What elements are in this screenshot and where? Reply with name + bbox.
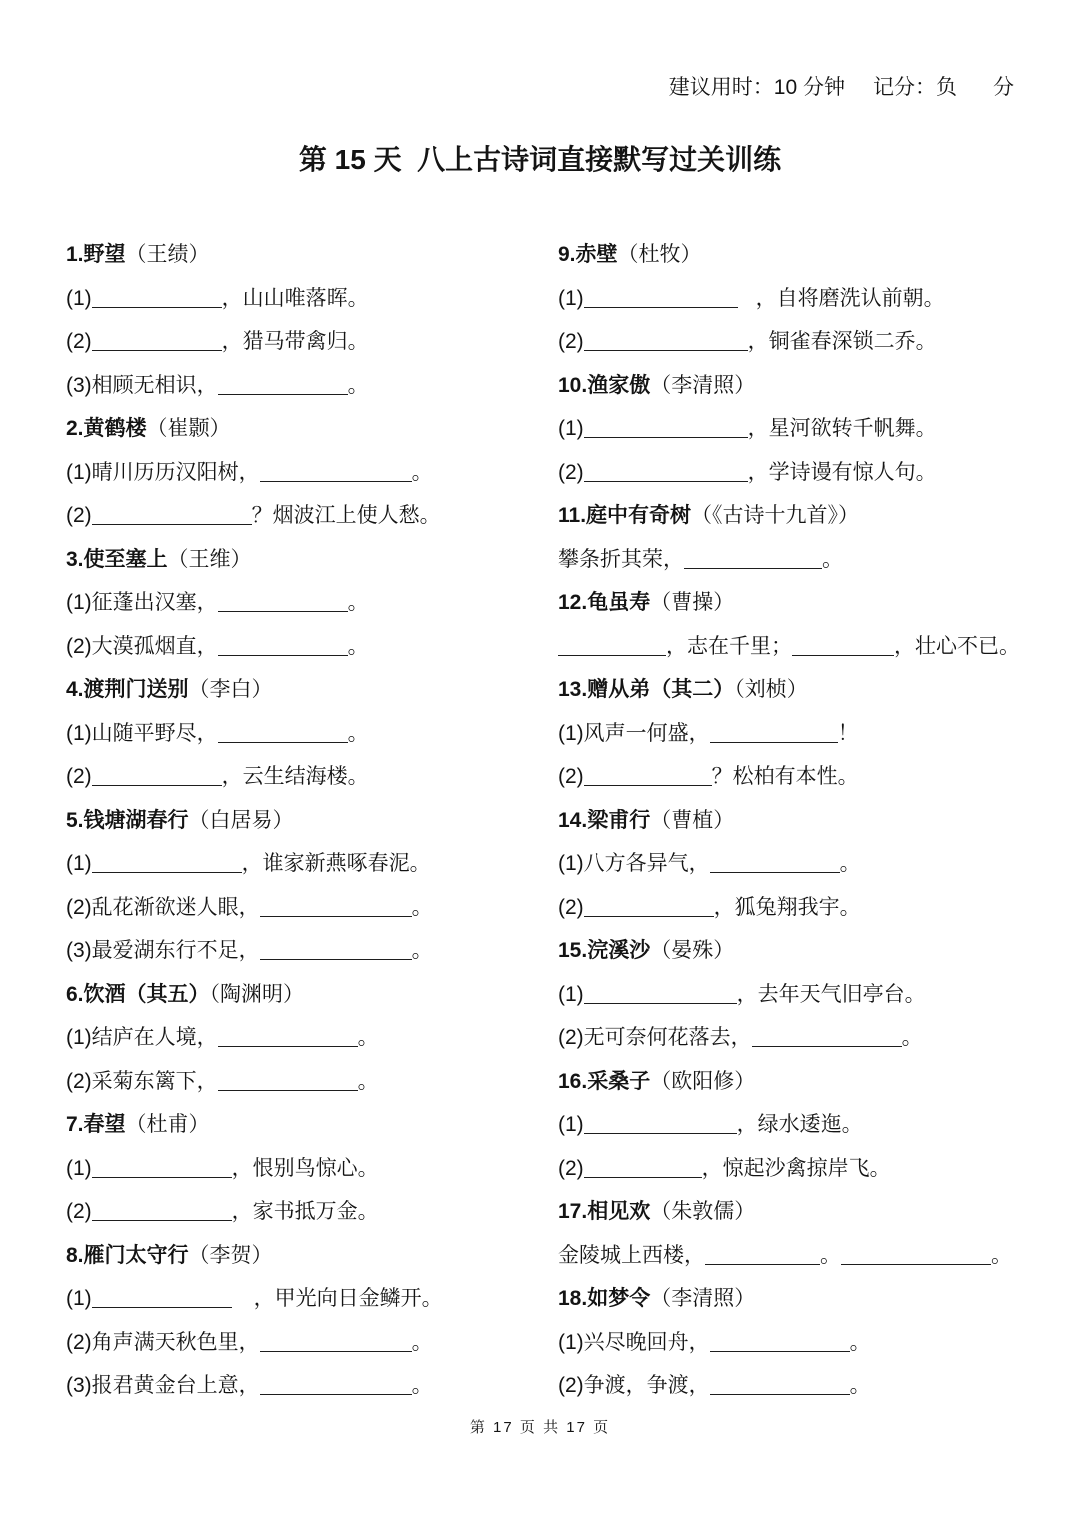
line-text-after: ，铜雀春深锁二乔。 bbox=[747, 330, 937, 353]
line-text-after: ，狐兔翔我宇。 bbox=[713, 895, 861, 919]
poem-title: 2.黄鹤楼 bbox=[66, 417, 147, 440]
recitation-line bbox=[66, 625, 546, 669]
line-text-before: 兴尽晚回舟， bbox=[583, 1330, 710, 1354]
recitation-line bbox=[558, 886, 1058, 930]
recitation-line bbox=[558, 1364, 1058, 1408]
line-text-after: 。 bbox=[849, 1330, 871, 1354]
suggested-time: 建议用时：10 分钟 bbox=[668, 76, 845, 99]
line-label: (1) bbox=[66, 591, 92, 614]
answer-blank bbox=[584, 1176, 702, 1178]
line-label: (3) bbox=[66, 1374, 92, 1397]
line-label: (1) bbox=[66, 1156, 92, 1180]
line-text-before: 风声一何盛， bbox=[583, 721, 710, 745]
line-label: (1) bbox=[558, 1330, 584, 1354]
line-text-before: 山随平野尽， bbox=[91, 721, 218, 745]
line-label: (3) bbox=[66, 939, 92, 962]
line-text-after: ，自将磨洗认前朝。 bbox=[755, 286, 945, 310]
recitation-line bbox=[66, 842, 546, 886]
recitation-line bbox=[558, 277, 1058, 321]
line-text-after: 。 bbox=[839, 852, 861, 875]
poem-heading bbox=[558, 233, 1058, 277]
answer-blank bbox=[792, 654, 894, 656]
recitation-line bbox=[66, 755, 546, 799]
poem-author: （李清照） bbox=[650, 373, 756, 397]
right-column bbox=[558, 233, 1058, 1408]
line-label: (1) bbox=[558, 417, 584, 440]
poem-title: 9.赤壁 bbox=[558, 243, 618, 266]
line-text-after: ，云生结海楼。 bbox=[221, 765, 369, 788]
poem-title: 18.如梦令 bbox=[558, 1287, 651, 1310]
line-text-after: 。 bbox=[411, 895, 433, 919]
poem-author: （杜牧） bbox=[617, 243, 702, 266]
line-text-before: 乱花渐欲迷人眼， bbox=[91, 895, 260, 919]
answer-blank bbox=[584, 1002, 737, 1004]
poem-author: （陶渊明） bbox=[209, 982, 305, 1006]
answer-blank bbox=[710, 741, 838, 743]
line-label: (2) bbox=[66, 895, 92, 919]
line-label: (1) bbox=[558, 852, 584, 875]
line-label: (1) bbox=[558, 1113, 584, 1136]
line-text-after: ，星河欲转千帆舞。 bbox=[747, 417, 937, 440]
poem-title: 13.赠从弟（其二） bbox=[558, 678, 735, 701]
line-label: (2) bbox=[66, 634, 92, 658]
line-text-after: 。 bbox=[901, 1026, 923, 1049]
poem-title: 10.渔家傲 bbox=[558, 373, 651, 397]
answer-blank bbox=[584, 784, 712, 786]
line-text-before: 大漠孤烟直， bbox=[91, 634, 218, 658]
recitation-line bbox=[66, 494, 546, 538]
poem-author: （朱敦儒） bbox=[650, 1200, 756, 1223]
recitation-line bbox=[66, 1016, 546, 1060]
poem-heading bbox=[558, 1060, 1058, 1104]
line-text-middle: ，志在千里； bbox=[666, 634, 792, 658]
line-text-after: ，恨别鸟惊心。 bbox=[231, 1156, 379, 1180]
recitation-line bbox=[558, 755, 1058, 799]
line-text-after: 。 bbox=[357, 1069, 379, 1093]
line-text-after: 。 bbox=[411, 460, 433, 484]
line-label: (2) bbox=[66, 1330, 92, 1354]
line-text-after: ，绿水逶迤。 bbox=[736, 1113, 863, 1136]
poem-heading bbox=[558, 364, 1058, 408]
line-text-after: ，壮心不已。 bbox=[894, 634, 1020, 658]
line-text-before: 最爱湖东行不足， bbox=[91, 939, 260, 962]
poem-heading bbox=[558, 929, 1058, 973]
score-label: 记分：负 bbox=[873, 76, 957, 99]
answer-blank bbox=[584, 436, 748, 438]
poem-author: （《古诗十九首》） bbox=[691, 504, 860, 527]
line-text-before: 角声满天秋色里， bbox=[91, 1330, 260, 1354]
poem-heading bbox=[558, 1277, 1058, 1321]
recitation-line bbox=[66, 1277, 546, 1321]
line-text-after: 。 bbox=[347, 373, 369, 397]
answer-blank bbox=[260, 1350, 412, 1352]
answer-blank bbox=[218, 654, 348, 656]
recitation-line bbox=[558, 842, 1058, 886]
line-text-after: 。 bbox=[411, 1330, 433, 1354]
left-column bbox=[66, 233, 546, 1408]
line-text-after: 。 bbox=[822, 547, 843, 571]
answer-blank bbox=[260, 915, 412, 917]
answer-blank bbox=[684, 567, 822, 569]
recitation-line bbox=[66, 712, 546, 756]
poem-heading bbox=[558, 581, 1058, 625]
answer-blank bbox=[260, 958, 412, 960]
answer-blank bbox=[218, 1045, 358, 1047]
line-text-after: 。 bbox=[411, 1374, 433, 1397]
recitation-line bbox=[66, 1190, 546, 1234]
recitation-line bbox=[558, 712, 1058, 756]
answer-blank bbox=[92, 349, 222, 351]
answer-blank bbox=[584, 915, 714, 917]
line-text-before: 无可奈何花落去， bbox=[583, 1026, 752, 1049]
recitation-line bbox=[66, 1060, 546, 1104]
answer-blank bbox=[218, 610, 348, 612]
poem-title: 1.野望 bbox=[66, 243, 126, 266]
poem-author: （李白） bbox=[188, 678, 273, 701]
answer-blank bbox=[584, 349, 748, 351]
recitation-line bbox=[558, 1321, 1058, 1365]
poem-author: （杜甫） bbox=[125, 1113, 210, 1136]
answer-blank bbox=[92, 306, 222, 308]
line-label: (1) bbox=[66, 721, 92, 745]
line-text-before: 报君黄金台上意， bbox=[91, 1374, 260, 1397]
poem-author: （李清照） bbox=[650, 1287, 756, 1310]
answer-blank bbox=[710, 1350, 850, 1352]
line-label: (1) bbox=[66, 1287, 92, 1310]
answer-blank bbox=[92, 784, 222, 786]
poem-author: （欧阳修） bbox=[650, 1069, 756, 1093]
answer-blank bbox=[584, 480, 748, 482]
poem-heading bbox=[66, 973, 546, 1017]
poem-heading bbox=[66, 538, 546, 582]
poem-title: 11.庭中有奇树 bbox=[558, 504, 692, 527]
answer-blank bbox=[260, 1393, 412, 1395]
poem-title: 17.相见欢 bbox=[558, 1200, 651, 1223]
poem-title: 8.雁门太守行 bbox=[66, 1243, 189, 1267]
line-text-middle: 。 bbox=[820, 1243, 841, 1267]
poem-heading bbox=[558, 1190, 1058, 1234]
recitation-line bbox=[558, 320, 1058, 364]
recitation-line bbox=[66, 929, 546, 973]
line-label: (2) bbox=[558, 1026, 584, 1049]
line-text-after: 。 bbox=[849, 1374, 871, 1397]
poem-title: 4.渡荆门送别 bbox=[66, 678, 189, 701]
line-label: (1) bbox=[66, 1026, 92, 1049]
line-label: (2) bbox=[66, 1069, 92, 1093]
line-text-after: ！ bbox=[837, 721, 859, 745]
poem-heading bbox=[558, 668, 1058, 712]
recitation-line bbox=[558, 1016, 1058, 1060]
poem-title: 14.梁甫行 bbox=[558, 808, 651, 832]
poem-author: （曹操） bbox=[650, 591, 735, 614]
answer-blank bbox=[710, 871, 840, 873]
answer-blank bbox=[92, 1176, 232, 1178]
recitation-line bbox=[66, 364, 546, 408]
answer-blank bbox=[558, 654, 666, 656]
poem-heading bbox=[66, 1103, 546, 1147]
recitation-line bbox=[66, 1147, 546, 1191]
recitation-line bbox=[66, 451, 546, 495]
poem-author: （刘桢） bbox=[734, 678, 808, 701]
recitation-line bbox=[558, 538, 1058, 582]
line-text-after: 。 bbox=[347, 721, 369, 745]
line-text-before: 八方各异气， bbox=[583, 852, 710, 875]
line-label: (2) bbox=[66, 330, 92, 353]
line-label: (1) bbox=[558, 721, 584, 745]
line-text-after: ，猎马带禽归。 bbox=[221, 330, 369, 353]
page-title: 第 15 天 八上古诗词直接默写过关训练 bbox=[298, 144, 782, 175]
poem-author: （王维） bbox=[167, 547, 252, 571]
answer-blank bbox=[218, 393, 348, 395]
recitation-line bbox=[66, 581, 546, 625]
recitation-line bbox=[558, 1103, 1058, 1147]
line-text-after: 。 bbox=[991, 1243, 1012, 1267]
poem-author: （白居易） bbox=[188, 808, 294, 832]
poem-author: （曹植） bbox=[650, 808, 735, 832]
answer-blank bbox=[92, 523, 252, 525]
header-info bbox=[669, 74, 1014, 102]
line-label: (2) bbox=[558, 460, 584, 484]
line-text-after: 。 bbox=[347, 591, 369, 614]
line-label: (2) bbox=[66, 765, 92, 788]
answer-blank bbox=[584, 306, 738, 308]
line-label: (2) bbox=[66, 1200, 92, 1223]
recitation-line bbox=[66, 1364, 546, 1408]
line-text-after: 。 bbox=[347, 634, 369, 658]
line-label: (2) bbox=[558, 1156, 584, 1180]
answer-blank bbox=[92, 1219, 232, 1221]
line-label: (2) bbox=[558, 765, 584, 788]
poem-author: （晏殊） bbox=[650, 939, 735, 962]
poem-title: 6.饮酒（其五） bbox=[66, 982, 210, 1006]
line-label: (2) bbox=[66, 504, 92, 527]
answer-blank bbox=[705, 1263, 820, 1265]
line-text-before: 晴川历历汉阳树， bbox=[91, 460, 260, 484]
poem-heading bbox=[66, 1234, 546, 1278]
recitation-line bbox=[558, 1234, 1058, 1278]
line-label: (1) bbox=[66, 286, 92, 310]
poem-author: （李贺） bbox=[188, 1243, 273, 1267]
line-text-before: 金陵城上西楼， bbox=[558, 1243, 705, 1267]
line-text-after: ？烟波江上使人愁。 bbox=[251, 504, 441, 527]
answer-blank bbox=[584, 1132, 737, 1134]
poem-heading bbox=[558, 494, 1058, 538]
line-text-before: 攀条折其荣， bbox=[558, 547, 684, 571]
poem-title: 5.钱塘湖春行 bbox=[66, 808, 189, 832]
poem-title: 3.使至塞上 bbox=[66, 547, 168, 571]
line-text-after: ，谁家新燕啄春泥。 bbox=[241, 852, 431, 875]
recitation-line bbox=[558, 451, 1058, 495]
score-unit: 分 bbox=[993, 76, 1014, 99]
line-label: (2) bbox=[558, 330, 584, 353]
poem-heading bbox=[66, 233, 546, 277]
line-text-before: 争渡，争渡， bbox=[583, 1374, 710, 1397]
line-text-after: ，家书抵万金。 bbox=[231, 1200, 379, 1223]
poem-title: 7.春望 bbox=[66, 1113, 126, 1136]
line-text-before: 结庐在人境， bbox=[91, 1026, 218, 1049]
line-text-before: 相顾无相识， bbox=[91, 373, 218, 397]
line-text-after: ，山山唯落晖。 bbox=[221, 286, 369, 310]
recitation-line bbox=[558, 1147, 1058, 1191]
recitation-line bbox=[558, 625, 1058, 669]
answer-blank bbox=[260, 480, 412, 482]
line-text-after: ，甲光向日金鳞开。 bbox=[253, 1287, 443, 1310]
line-label: (1) bbox=[66, 460, 92, 484]
line-text-after: ，学诗谩有惊人句。 bbox=[747, 460, 937, 484]
answer-blank bbox=[92, 871, 242, 873]
line-label: (2) bbox=[558, 895, 584, 919]
poem-author: （崔颢） bbox=[146, 417, 231, 440]
answer-blank bbox=[841, 1263, 991, 1265]
poem-title: 16.采桑子 bbox=[558, 1069, 651, 1093]
recitation-line bbox=[66, 320, 546, 364]
poem-title: 15.浣溪沙 bbox=[558, 939, 651, 962]
answer-blank bbox=[218, 1089, 358, 1091]
answer-blank bbox=[710, 1393, 850, 1395]
poem-heading bbox=[66, 407, 546, 451]
line-text-after: ，去年天气旧亭台。 bbox=[736, 982, 926, 1006]
line-text-after: 。 bbox=[357, 1026, 379, 1049]
answer-blank bbox=[218, 741, 348, 743]
line-text-after: ？松柏有本性。 bbox=[711, 765, 859, 788]
line-text-after: 。 bbox=[411, 939, 433, 962]
page-number-footer: 第 17 页 共 17 页 bbox=[469, 1419, 611, 1436]
line-label: (1) bbox=[558, 982, 584, 1006]
poem-heading bbox=[66, 799, 546, 843]
recitation-line bbox=[558, 973, 1058, 1017]
line-text-before: 采菊东篱下， bbox=[91, 1069, 218, 1093]
recitation-line bbox=[66, 1321, 546, 1365]
line-label: (1) bbox=[558, 286, 584, 310]
line-text-before: 征蓬出汉塞， bbox=[91, 591, 218, 614]
poem-title: 12.龟虽寿 bbox=[558, 591, 651, 614]
recitation-line bbox=[558, 407, 1058, 451]
poem-author: （王绩） bbox=[125, 243, 210, 266]
line-label: (3) bbox=[66, 373, 92, 397]
recitation-line bbox=[66, 277, 546, 321]
line-label: (2) bbox=[558, 1374, 584, 1397]
answer-blank bbox=[752, 1045, 902, 1047]
line-text-after: ，惊起沙禽掠岸飞。 bbox=[701, 1156, 891, 1180]
line-label: (1) bbox=[66, 852, 92, 875]
poem-heading bbox=[558, 799, 1058, 843]
answer-blank bbox=[92, 1306, 232, 1308]
poem-heading bbox=[66, 668, 546, 712]
recitation-line bbox=[66, 886, 546, 930]
